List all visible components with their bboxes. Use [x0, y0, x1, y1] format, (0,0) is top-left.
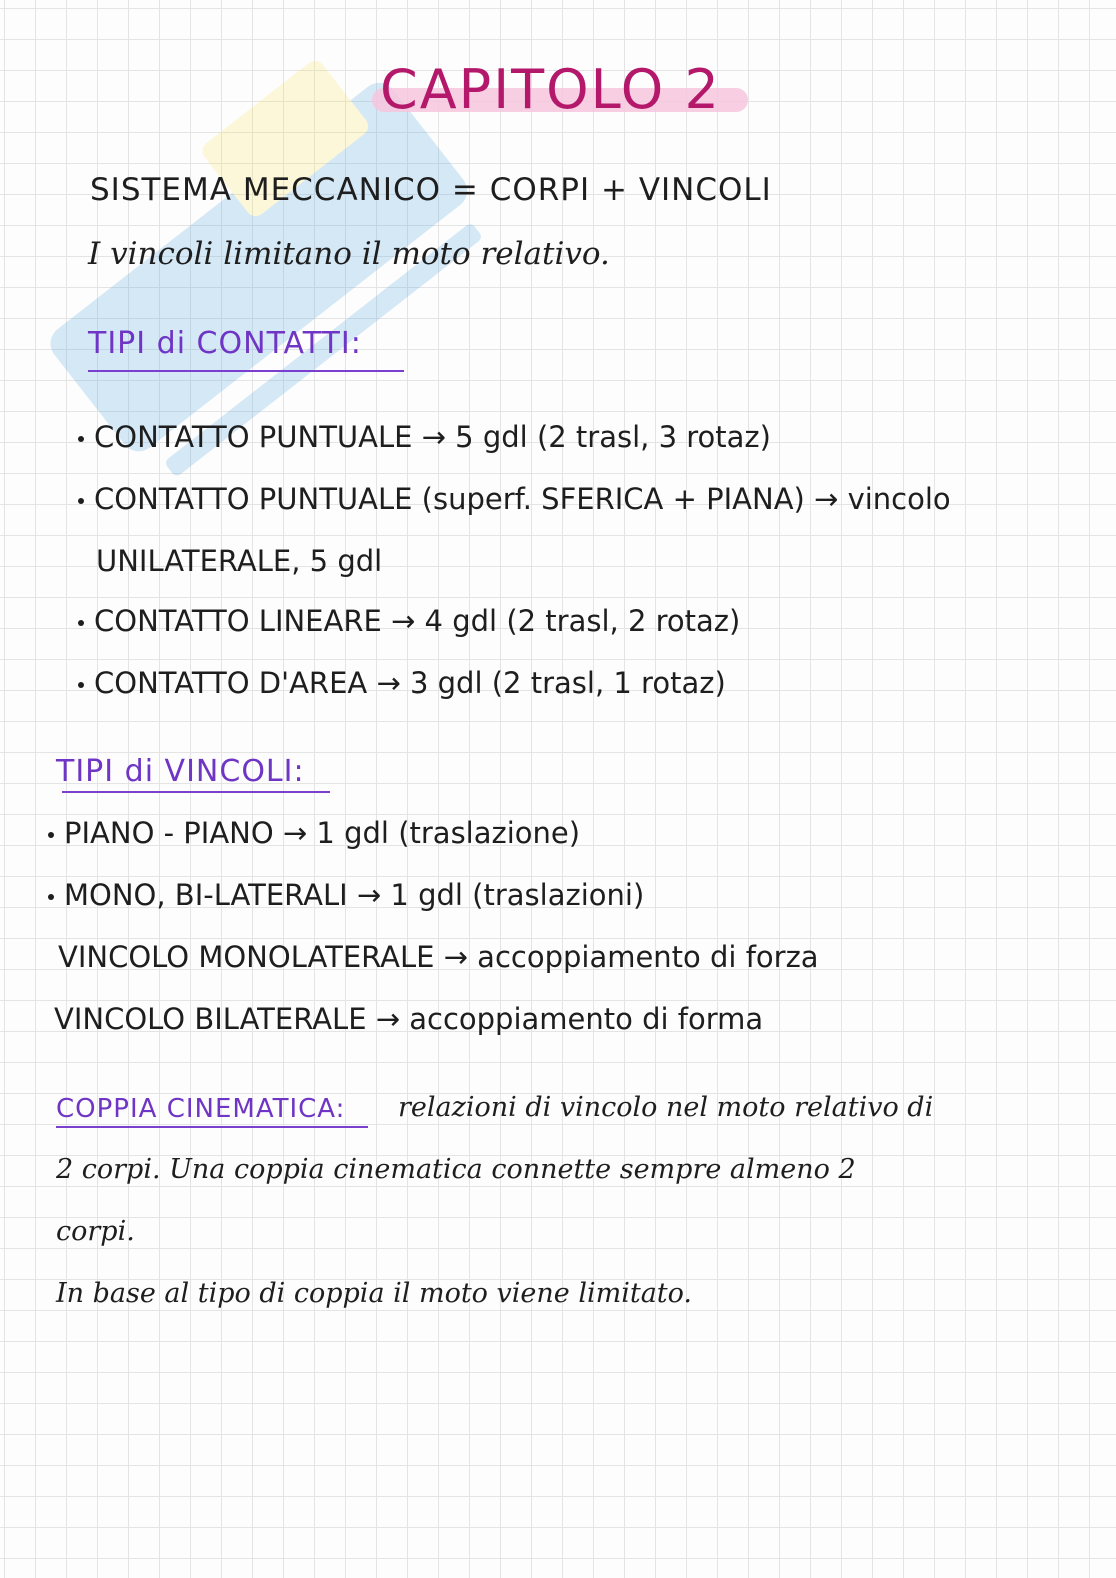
- coppia-heading-underline: [56, 1126, 368, 1128]
- contatti-item-3-text: CONTATTO LINEARE → 4 gdl (2 trasl, 2 rotaz): [94, 604, 741, 638]
- contatti-item-2-text: CONTATTO PUNTUALE (superf. SFERICA + PIANA) → vincolo: [94, 482, 951, 516]
- vincoli-heading: TIPI di VINCOLI:: [56, 754, 305, 789]
- intro-line-1: SISTEMA MECCANICO = CORPI + VINCOLI: [90, 172, 772, 208]
- bullet-icon: [78, 498, 84, 504]
- contatti-item-3: [78, 604, 740, 638]
- contatti-heading: TIPI di CONTATTI:: [88, 326, 362, 361]
- vincoli-item-3: VINCOLO MONOLATERALE → accoppiamento di forza: [58, 940, 819, 974]
- bullet-icon: [48, 894, 54, 900]
- contatti-item-4: [78, 666, 726, 700]
- coppia-line-3: corpi.: [56, 1216, 135, 1247]
- bullet-icon: [78, 436, 84, 442]
- contatti-item-1: [78, 420, 771, 454]
- coppia-heading: COPPIA CINEMATICA:: [56, 1094, 346, 1124]
- vincoli-item-2-text: MONO, BI-LATERALI → 1 gdl (traslazioni): [64, 878, 645, 912]
- page-title: CAPITOLO 2: [380, 58, 721, 121]
- coppia-line-1: relazioni di vincolo nel moto relativo di: [398, 1092, 934, 1123]
- coppia-line-4: In base al tipo di coppia il moto viene limitato.: [56, 1278, 693, 1309]
- coppia-line-2: 2 corpi. Una coppia cinematica connette sempre almeno 2: [56, 1154, 856, 1185]
- bullet-icon: [78, 682, 84, 688]
- vincoli-item-4: VINCOLO BILATERALE → accoppiamento di forma: [54, 1002, 764, 1036]
- contatti-item-2-continued: UNILATERALE, 5 gdl: [96, 544, 383, 578]
- bullet-icon: [78, 620, 84, 626]
- intro-line-2: I vincoli limitano il moto relativo.: [88, 236, 610, 272]
- vincoli-item-2: [48, 878, 644, 912]
- contatti-item-1-text: CONTATTO PUNTUALE → 5 gdl (2 trasl, 3 rotaz): [94, 420, 771, 454]
- vincoli-item-1: [48, 816, 580, 850]
- contatti-item-4-text: CONTATTO D'AREA → 3 gdl (2 trasl, 1 rotaz): [94, 666, 726, 700]
- vincoli-heading-underline: [62, 791, 330, 793]
- bullet-icon: [48, 832, 54, 838]
- contatti-heading-underline: [88, 370, 404, 372]
- contatti-item-2: [78, 482, 951, 516]
- vincoli-item-1-text: PIANO - PIANO → 1 gdl (traslazione): [64, 816, 581, 850]
